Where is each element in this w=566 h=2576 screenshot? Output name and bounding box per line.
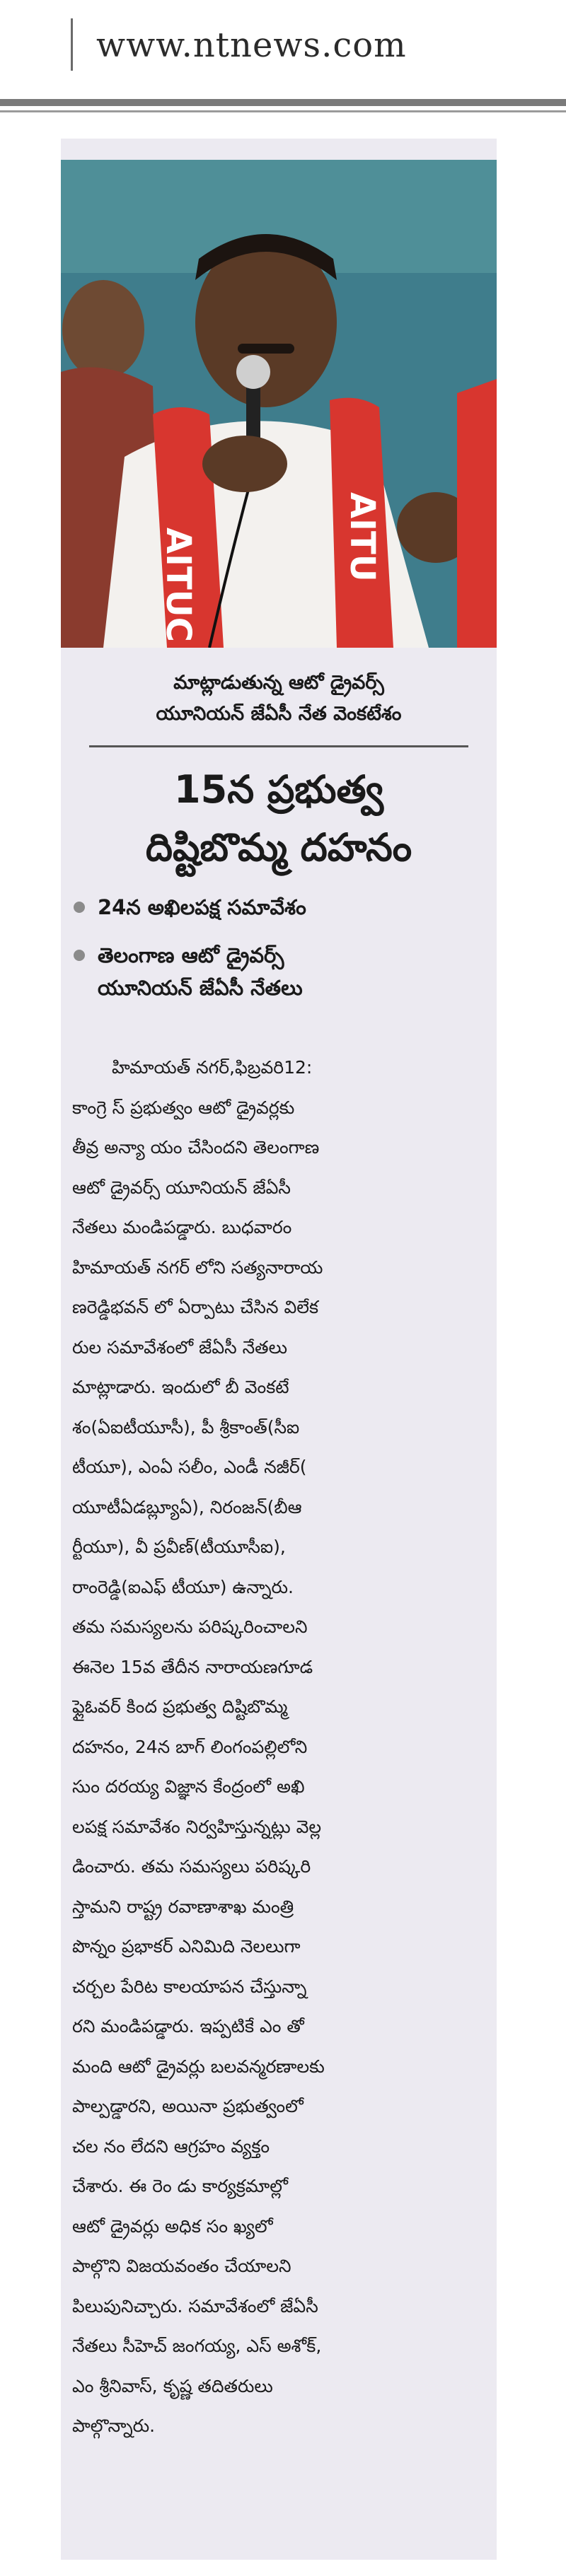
article-line: స్తామని రాష్ట్ర రవాణాశాఖ మంత్రి (72, 1896, 294, 1917)
article-line: హిమాయత్ నగర్,ఫిబ్రవరి12: (112, 1057, 313, 1078)
article-line: పాల్గొని విజయవంతం చేయాలని (72, 2256, 291, 2276)
article-line: టీయూ), ఎంఏ సలీం, ఎండీ నజీర్( (72, 1457, 307, 1477)
site-url: www.ntnews.com (96, 25, 407, 65)
article-line: పిలుపునిచ్చారు. సమావేశంలో జేఏసీ (72, 2295, 318, 2316)
article-line: శం(ఏఐటీయూసీ), పీ శ్రీకాంత్(సీఐ (72, 1416, 300, 1438)
article-line: నేతలు మండిపడ్డారు. బుధవారం (72, 1217, 292, 1237)
article-line: దహనం, 24న బాగ్ లింగంపల్లిలోని (72, 1736, 308, 1757)
article-line: లపక్ష సమావేశం నిర్వహిస్తున్నట్లు వెల్ల (72, 1816, 322, 1837)
article-line: యూటీఏడబ్ల్యూఏ), నిరంజన్(బీఆ (72, 1496, 302, 1517)
masthead-rule-thin (0, 110, 566, 112)
article-line: ర్టీయూ), వీ ప్రవీణ్(టీయూసీఐ), (72, 1537, 286, 1557)
headline (61, 761, 497, 877)
article-line: ఫ్లైఓవర్ కింద ప్రభుత్వ దిష్టిబొమ్మ (72, 1696, 288, 1717)
article-line: మాట్లాడారు. ఇందులో బీ వెంకటే (72, 1377, 289, 1397)
article-line: రుల సమావేశంలో జేఏసీ నేతలు (72, 1336, 287, 1358)
article-line: హిమాయత్ నగర్ లోని సత్యనారాయ (72, 1257, 323, 1278)
news-photo (61, 160, 497, 648)
article-line: ఈనెల 15వ తేదీన నారాయణగూడ (72, 1656, 313, 1677)
bullet-icon (74, 950, 85, 961)
article-line: రాంరెడ్డి(ఐఎఫ్ టీయూ) ఉన్నారు. (72, 1576, 294, 1597)
article-line: సుం దరయ్య విజ్ఞాన కేంద్రంలో అఖి (72, 1776, 305, 1797)
masthead-divider (71, 18, 73, 71)
subheadings (67, 891, 491, 1020)
article-body (72, 1048, 487, 2447)
article-line: ఎం శ్రీనివాస్, కృష్ణ తదితరులు (72, 2375, 273, 2396)
article-line: పొన్నం ప్రభాకర్ ఎనిమిది నెలలుగా (72, 1936, 301, 1957)
subheading-item (67, 891, 491, 923)
article-line: పాల్గొన్నారు. (72, 2415, 156, 2436)
subheading-line: తెలంగాణ ఆటో డ్రైవర్స్ (98, 943, 284, 967)
masthead (0, 0, 566, 99)
subheading-item (67, 939, 491, 1004)
article-line: డించారు. తమ సమస్యలు పరిష్కరి (72, 1856, 311, 1877)
article-line: మంది ఆటో డ్రైవర్లు బలవన్మరణాలకు (72, 2056, 325, 2077)
article-line: తీవ్ర అన్యా యం చేసిందని తెలంగాణ (72, 1137, 320, 1158)
article-line: ణరెడ్డిభవన్ లో ఏర్పాటు చేసిన విలేక (72, 1297, 319, 1317)
article-line: చేశారు. ఈ రెం డు కార్యక్రమాల్లో (72, 2176, 288, 2196)
bullet-icon (74, 902, 85, 913)
article-line: రని మండిపడ్డారు. ఇప్పటికే ఎం తో (72, 2016, 304, 2036)
caption-line-1: మాట్లాడుతున్న ఆటో డ్రైవర్స్ (173, 672, 384, 694)
article-line: ఆటో డ్రైవర్లు అధిక సం ఖ్యలో (72, 2215, 273, 2237)
subheading-line: 24న అఖిలపక్ష సమావేశం (98, 895, 306, 919)
article-line: చల నం లేదని ఆగ్రహం వ్యక్తం (72, 2135, 270, 2157)
subheading-line: యూనియన్ జేఏసీ నేతలు (98, 976, 303, 1000)
headline-line-1: 15న ప్రభుత్వ (174, 767, 383, 812)
headline-line-2: దిష్టిబొమ్మ దహనం (145, 825, 412, 870)
masthead-rule-thick (0, 99, 566, 106)
article-line: ఆటో డ్రైవర్స్ యూనియన్ జేఏసీ (72, 1177, 291, 1198)
news-clipping (61, 139, 497, 2560)
speaker-photo-illustration (61, 160, 497, 648)
banner-text-left: AITUC (158, 528, 198, 642)
caption-separator (89, 745, 468, 747)
article-line: నేతలు సీహెచ్ జంగయ్య, ఎస్ అశోక్, (72, 2336, 322, 2356)
caption-line-2: యూనియన్ జేఏసీ నేత వెంకటేశం (156, 703, 402, 725)
banner-text-right: AITU (342, 492, 382, 582)
article-line: తమ సమస్యలను పరిష్కరించాలని (72, 1616, 308, 1637)
article-line: కాంగ్రె స్ ప్రభుత్వం ఆటో డ్రైవర్లకు (72, 1097, 295, 1118)
article-line: పాల్పడ్డారని, అయినా ప్రభుత్వంలో (72, 2096, 304, 2116)
article-line: చర్చల పేరిట కాలయాపన చేస్తున్నా (72, 1976, 307, 1997)
photo-caption (61, 668, 497, 730)
